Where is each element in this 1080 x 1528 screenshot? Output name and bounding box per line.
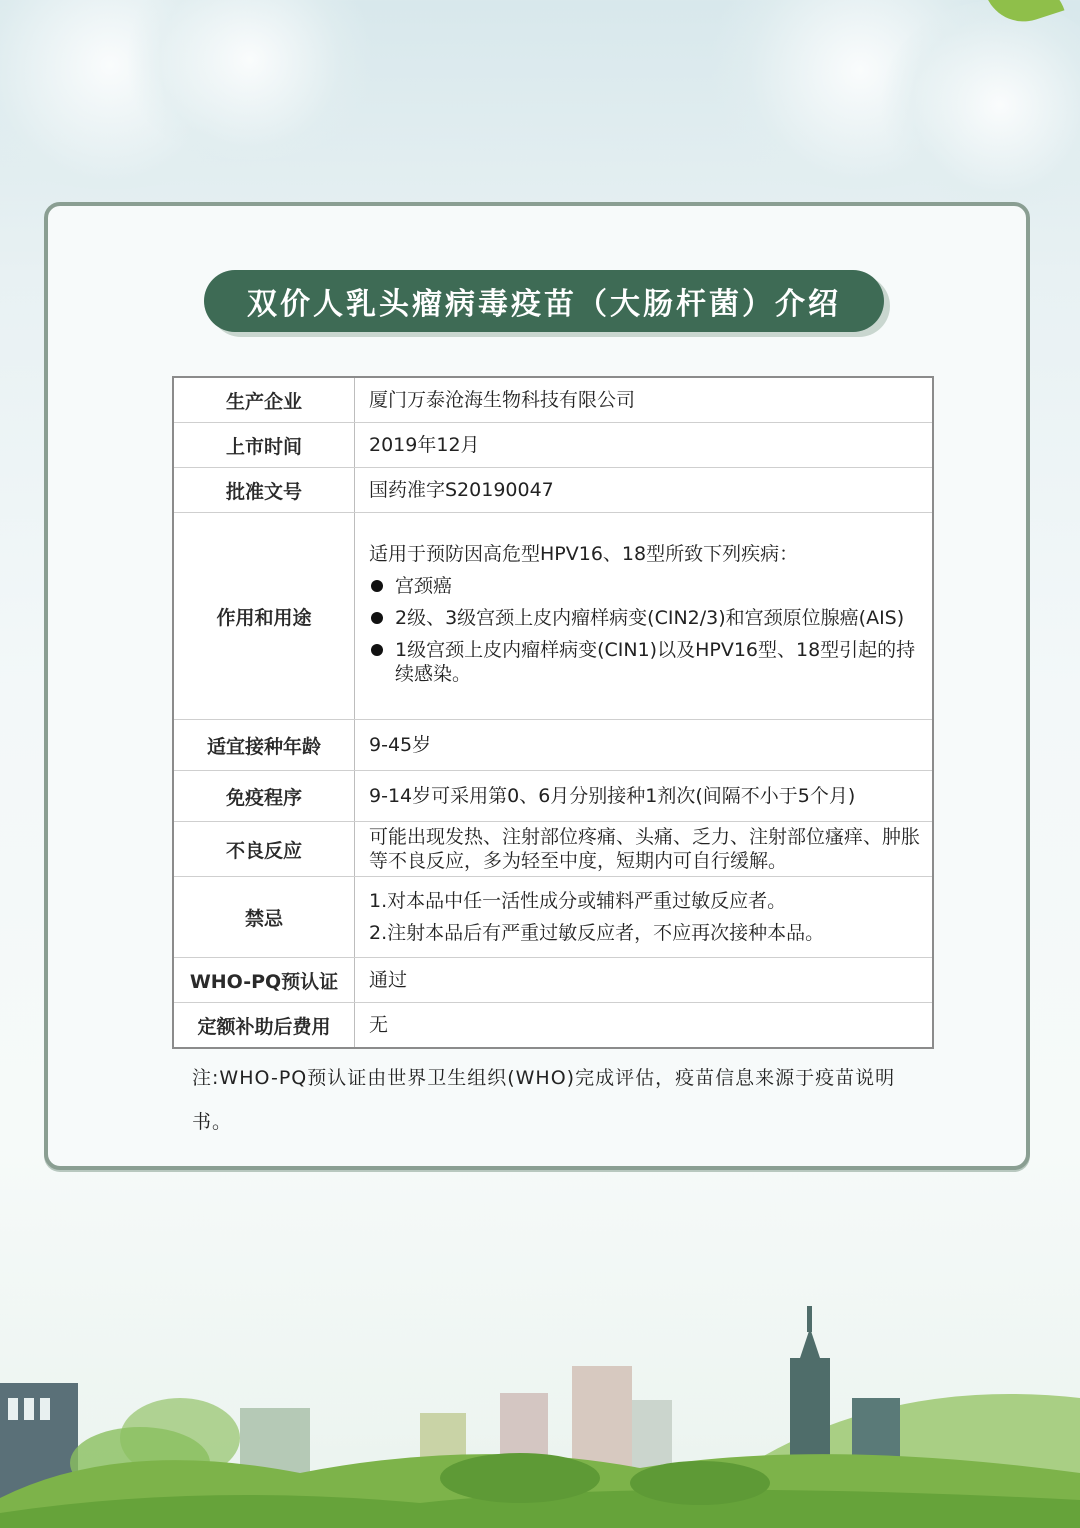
row-key: 生产企业 (173, 377, 355, 423)
cityscape-illustration (0, 1288, 1080, 1528)
row-value: 可能出现发热、注射部位疼痛、头痛、乏力、注射部位瘙痒、肿胀等不良反应，多为轻至中度，短期内可自行缓解。 (355, 822, 934, 877)
row-key: WHO-PQ预认证 (173, 958, 355, 1003)
table-row (173, 822, 933, 877)
row-value: 无 (355, 1003, 934, 1049)
row-key: 定额补助后费用 (173, 1003, 355, 1049)
footnote: 注:WHO-PQ预认证由世界卫生组织(WHO)完成评估，疫苗信息来源于疫苗说明书。 (192, 1067, 896, 1133)
row-value: 厦门万泰沧海生物科技有限公司 (355, 377, 934, 423)
bullet-icon (371, 612, 383, 624)
contra-line: 2.注射本品后有严重过敏反应者，不应再次接种本品。 (369, 922, 825, 944)
table-row (173, 771, 933, 822)
usage-intro: 适用于预防因高危型HPV16、18型所致下列疾病： (369, 543, 799, 565)
bullet-icon (371, 644, 383, 656)
row-key: 不良反应 (173, 822, 355, 877)
row-key: 禁忌 (173, 877, 355, 958)
row-key: 免疫程序 (173, 771, 355, 822)
table-row (173, 720, 933, 771)
usage-bullet: 宫颈癌 (395, 575, 453, 597)
row-value: 2019年12月 (355, 423, 934, 468)
vaccine-info-table (172, 376, 934, 1049)
row-value: 国药准字S20190047 (355, 468, 934, 513)
table-row (173, 513, 933, 720)
list-item (369, 606, 922, 630)
usage-bullet: 2级、3级宫颈上皮内瘤样病变(CIN2/3)和宫颈原位腺癌(AIS) (395, 607, 905, 629)
table-row (173, 1003, 933, 1049)
table-row (173, 423, 933, 468)
bullet-icon (371, 580, 383, 592)
usage-bullet: 1级宫颈上皮内瘤样病变(CIN1)以及HPV16型、18型引起的持续感染。 (395, 639, 916, 685)
table-row (173, 877, 933, 958)
row-value: 通过 (355, 958, 934, 1003)
table-row (173, 958, 933, 1003)
row-key: 批准文号 (173, 468, 355, 513)
page-title: 双价人乳头瘤病毒疫苗（大肠杆菌）介绍 (247, 287, 841, 322)
row-value: 9-45岁 (355, 720, 934, 771)
row-value: 9-14岁可采用第0、6月分别接种1剂次(间隔不小于5个月) (355, 771, 934, 822)
table-row (173, 377, 933, 423)
row-key: 作用和用途 (173, 513, 355, 720)
row-value-usage (355, 513, 934, 720)
row-value-contra (355, 877, 934, 958)
list-item (369, 574, 922, 598)
title-banner (204, 270, 884, 332)
list-item (369, 638, 922, 686)
contra-line: 1.对本品中任一活性成分或辅料严重过敏反应者。 (369, 890, 787, 912)
row-key: 适宜接种年龄 (173, 720, 355, 771)
table-row (173, 468, 933, 513)
info-card (44, 202, 1030, 1170)
row-key: 上市时间 (173, 423, 355, 468)
